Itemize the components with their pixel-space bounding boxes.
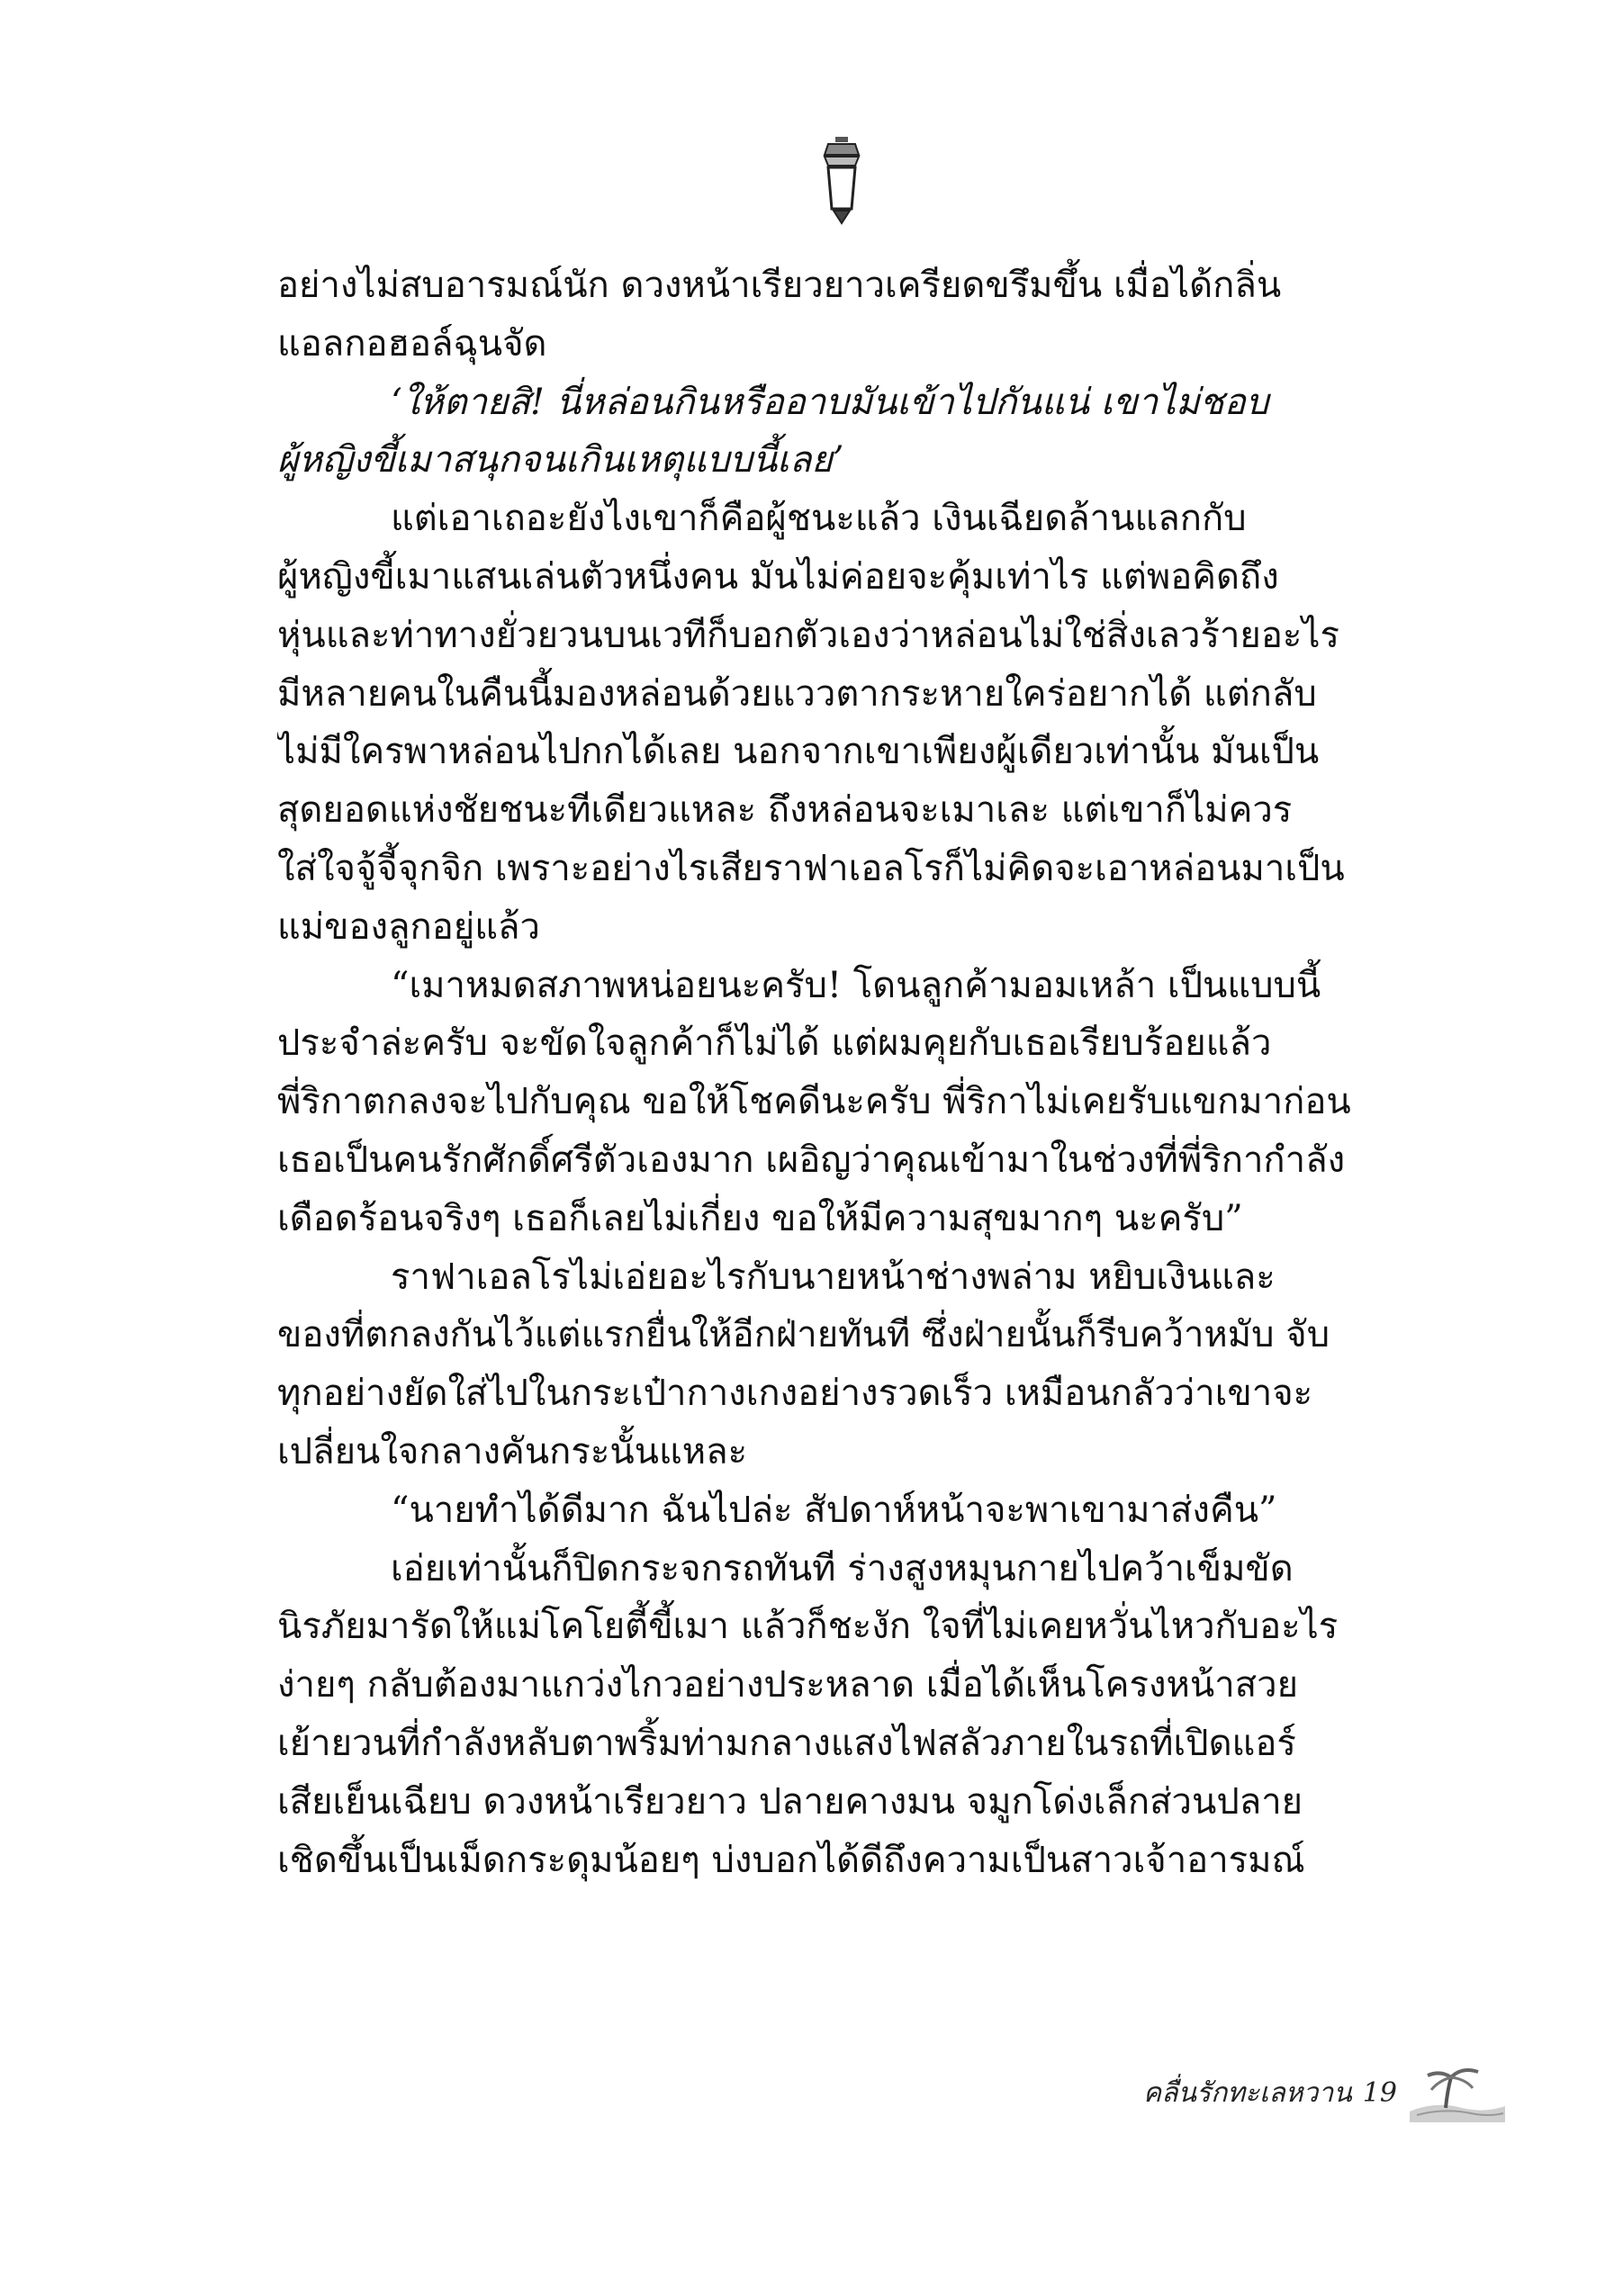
text-line: ประจำล่ะครับ จะขัดใจลูกค้าก็ไม่ได้ แต่ผมคุยกับเธอเรียบร้อยแล้ว <box>277 1022 1272 1065</box>
text-line: แอลกอฮอล์ฉุนจัด <box>277 322 547 365</box>
page-number: 19 <box>1362 2076 1397 2109</box>
text-line: ไม่มีใครพาหล่อนไปกกได้เลย นอกจากเขาเพียงผู้เดียวเท่านั้น มันเป็น <box>277 731 1320 773</box>
text-line: ทุกอย่างยัดใส่ไปในกระเป๋ากางเกงอย่างรวดเร็ว เหมือนกลัวว่าเขาจะ <box>277 1373 1313 1415</box>
book-title: คลื่นรักทะเลหวาน <box>1143 2076 1352 2109</box>
text-line: เย้ายวนที่กำลังหลับตาพริ้มท่ามกลางแสงไฟสลัวภายในรถที่เปิดแอร์ <box>277 1722 1296 1764</box>
text-line: ผู้หญิงขี้เมาแสนเล่นตัวหนึ่งคน มันไม่ค่อยจะคุ้มเท่าไร แต่พอคิดถึง <box>277 555 1279 598</box>
text-line: ผู้หญิงขี้เมาสนุกจนเกินเหตุแบบนี้เลย’ <box>277 439 844 482</box>
text-line: เธอเป็นคนรักศักดิ์ศรีตัวเองมาก เผอิญว่าคุณเข้ามาในช่วงที่พี่ริกากำลัง <box>277 1139 1346 1181</box>
text-line: เอ่ยเท่านั้นก็ปิดกระจกรถทันที ร่างสูงหมุนกายไปคว้าเข็มขัด <box>391 1547 1294 1589</box>
text-line: นิรภัยมารัดให้แม่โคโยตี้ขี้เมา แล้วก็ชะงัก ใจที่ไม่เคยหวั่นไหวกับอะไร <box>277 1606 1339 1648</box>
text-line: เสียเย็นเฉียบ ดวงหน้าเรียวยาว ปลายคางมน จมูกโด่งเล็กส่วนปลาย <box>277 1780 1303 1823</box>
text-line: เปลี่ยนใจกลางคันกระนั้นแหละ <box>277 1430 748 1472</box>
text-line: สุดยอดแห่งชัยชนะทีเดียวแหละ ถึงหล่อนจะเมาเละ แต่เขาก็ไม่ควร <box>277 789 1293 832</box>
island-palm-icon <box>1408 2061 1507 2124</box>
page-footer <box>1143 2061 1507 2124</box>
text-line: อย่างไม่สบอารมณ์นัก ดวงหน้าเรียวยาวเครียดขรึมขึ้น เมื่อได้กลิ่น <box>277 265 1282 306</box>
text-line: แต่เอาเถอะยังไงเขาก็คือผู้ชนะแล้ว เงินเฉียดล้านแลกกับ <box>391 498 1247 540</box>
lantern-icon <box>819 135 864 225</box>
text-line: ราฟาเอลโรไม่เอ่ยอะไรกับนายหน้าช่างพล่าม หยิบเงินและ <box>391 1256 1276 1298</box>
text-line: เชิดขึ้นเป็นเม็ดกระดุมน้อยๆ บ่งบอกได้ดีถึงความเป็นสาวเจ้าอารมณ์ <box>277 1839 1305 1881</box>
text-line: แม่ของลูกอยู่แล้ว <box>277 905 540 948</box>
text-line: ของที่ตกลงกันไว้แต่แรกยื่นให้อีกฝ่ายทันที ซึ่งฝ่ายนั้นก็รีบคว้าหมับ จับ <box>277 1314 1330 1356</box>
text-line: ง่ายๆ กลับต้องมาแกว่งไกวอย่างประหลาด เมื่อได้เห็นโครงหน้าสวย <box>277 1664 1299 1706</box>
text-line: พี่ริกาตกลงจะไปกับคุณ ขอให้โชคดีนะครับ พี่ริกาไม่เคยรับแขกมาก่อน <box>277 1081 1351 1123</box>
text-line: ใส่ใจจู้จี้จุกจิก เพราะอย่างไรเสียราฟาเอลโรก็ไม่คิดจะเอาหล่อนมาเป็น <box>277 847 1345 889</box>
text-line: มีหลายคนในคืนนี้มองหล่อนด้วยแววตากระหายใคร่อยากได้ แต่กลับ <box>277 672 1317 715</box>
page-body <box>277 257 1411 1889</box>
text-line: ‘ให้ตายสิ! นี่หล่อนกินหรืออาบมันเข้าไปกันแน่ เขาไม่ชอบ <box>391 381 1269 423</box>
text-line: “เมาหมดสภาพหน่อยนะครับ! โดนลูกค้ามอมเหล้า เป็นแบบนี้ <box>391 964 1321 1006</box>
text-line: เดือดร้อนจริงๆ เธอก็เลยไม่เกี่ยง ขอให้มีความสุขมากๆ นะครับ” <box>277 1197 1243 1239</box>
text-line: “นายทำได้ดีมาก ฉันไปล่ะ สัปดาห์หน้าจะพาเขามาส่งคืน” <box>391 1489 1277 1531</box>
text-line: หุ่นและท่าทางยั่วยวนบนเวทีก็บอกตัวเองว่าหล่อนไม่ใช่สิ่งเลวร้ายอะไร <box>277 614 1339 656</box>
